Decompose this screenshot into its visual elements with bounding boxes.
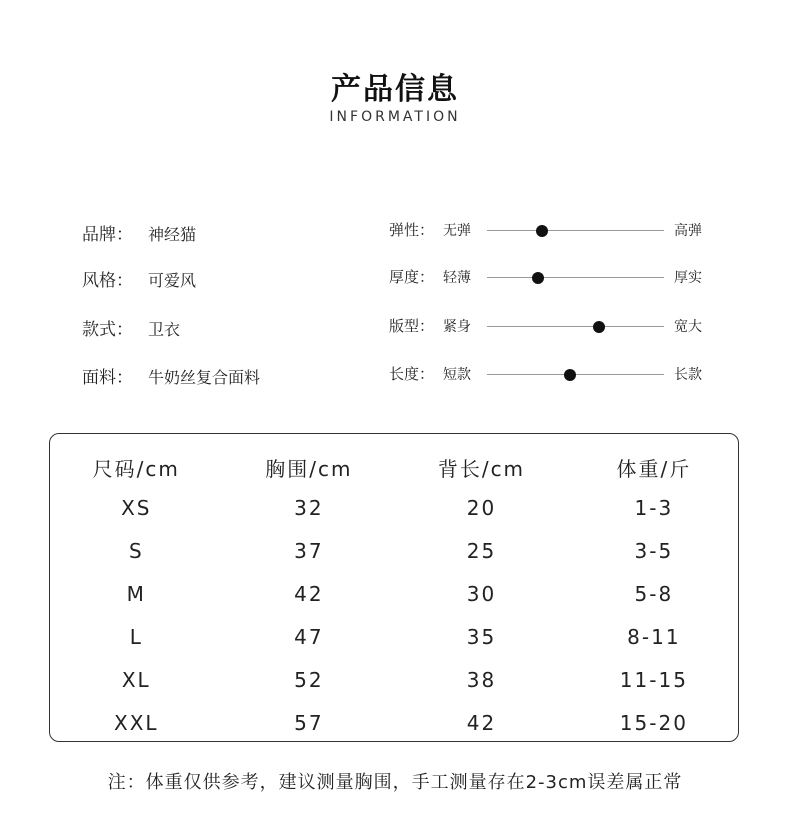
back-length-cell: 20 [466, 495, 497, 520]
attribute-value: 可爱风 [148, 271, 197, 290]
scale-track [487, 277, 664, 278]
attribute-value: 牛奶丝复合面料 [148, 368, 261, 387]
size-table-header-row [50, 448, 740, 486]
table-row [50, 701, 740, 744]
scale-label: 长度： [389, 365, 435, 383]
measurement-note: 注：体重仅供参考，建议测量胸围，手工测量存在2-3cm误差属正常 [107, 772, 683, 793]
weight-cell: 5-8 [634, 581, 674, 606]
attribute-key: 风格： [82, 271, 133, 291]
scale-high-label: 宽大 [674, 319, 702, 335]
table-row [50, 486, 740, 529]
scale-thickness [389, 266, 719, 290]
table-row [50, 615, 740, 658]
attribute-style [82, 266, 196, 291]
table-row [50, 658, 740, 701]
back-length-cell: 30 [466, 581, 497, 606]
scale-low-label: 紧身 [443, 319, 471, 335]
table-row [50, 529, 740, 572]
column-header-weight: 体重/斤 [616, 456, 692, 481]
size-cell: XL [121, 667, 151, 692]
attribute-value: 神经猫 [148, 225, 197, 244]
weight-cell: 15-20 [619, 710, 688, 735]
scale-high-label: 长款 [674, 367, 702, 383]
chest-cell: 42 [294, 581, 324, 606]
attribute-type [82, 315, 180, 340]
scale-marker [536, 225, 548, 237]
scale-label: 厚度： [389, 268, 435, 286]
page-title: 产品信息 [331, 72, 459, 107]
scale-label: 弹性： [389, 221, 435, 239]
attribute-value: 卫衣 [148, 320, 181, 339]
scale-track [487, 326, 664, 327]
size-table-box [49, 433, 739, 742]
back-length-cell: 35 [466, 624, 497, 649]
weight-cell: 1-3 [634, 495, 674, 520]
chest-cell: 37 [294, 538, 324, 563]
scale-length [389, 363, 719, 387]
column-header-chest: 胸围/cm [265, 456, 353, 481]
back-length-cell: 25 [466, 538, 497, 563]
weight-cell: 3-5 [634, 538, 674, 563]
weight-cell: 8-11 [627, 624, 681, 649]
chest-cell: 47 [294, 624, 324, 649]
attribute-key: 款式： [82, 320, 133, 340]
column-header-size: 尺码/cm [92, 456, 180, 481]
attribute-brand [82, 220, 196, 245]
column-header-back-length: 背长/cm [437, 456, 526, 481]
scale-marker [593, 321, 605, 333]
scale-label: 版型： [389, 317, 435, 335]
size-cell: S [128, 538, 144, 563]
chest-cell: 57 [294, 710, 324, 735]
size-cell: XXL [114, 710, 159, 735]
size-table [50, 448, 740, 744]
scale-low-label: 短款 [443, 367, 471, 383]
scale-elasticity [389, 219, 719, 243]
page-subtitle: INFORMATION [329, 109, 461, 125]
back-length-cell: 38 [466, 667, 497, 692]
scale-track [487, 230, 664, 231]
weight-cell: 11-15 [619, 667, 688, 692]
scale-high-label: 厚实 [674, 270, 702, 286]
scale-high-label: 高弹 [674, 223, 702, 239]
size-cell: XS [121, 495, 152, 520]
back-length-cell: 42 [466, 710, 497, 735]
size-cell: M [126, 581, 146, 606]
table-row [50, 572, 740, 615]
attribute-key: 面料： [82, 368, 133, 388]
attribute-key: 品牌： [82, 225, 133, 245]
scale-low-label: 轻薄 [443, 270, 471, 286]
scale-marker [532, 272, 544, 284]
scale-fit [389, 315, 719, 339]
scale-low-label: 无弹 [443, 223, 471, 239]
chest-cell: 32 [294, 495, 324, 520]
size-cell: L [129, 624, 143, 649]
scale-marker [564, 369, 576, 381]
attribute-fabric [82, 363, 260, 388]
chest-cell: 52 [294, 667, 324, 692]
